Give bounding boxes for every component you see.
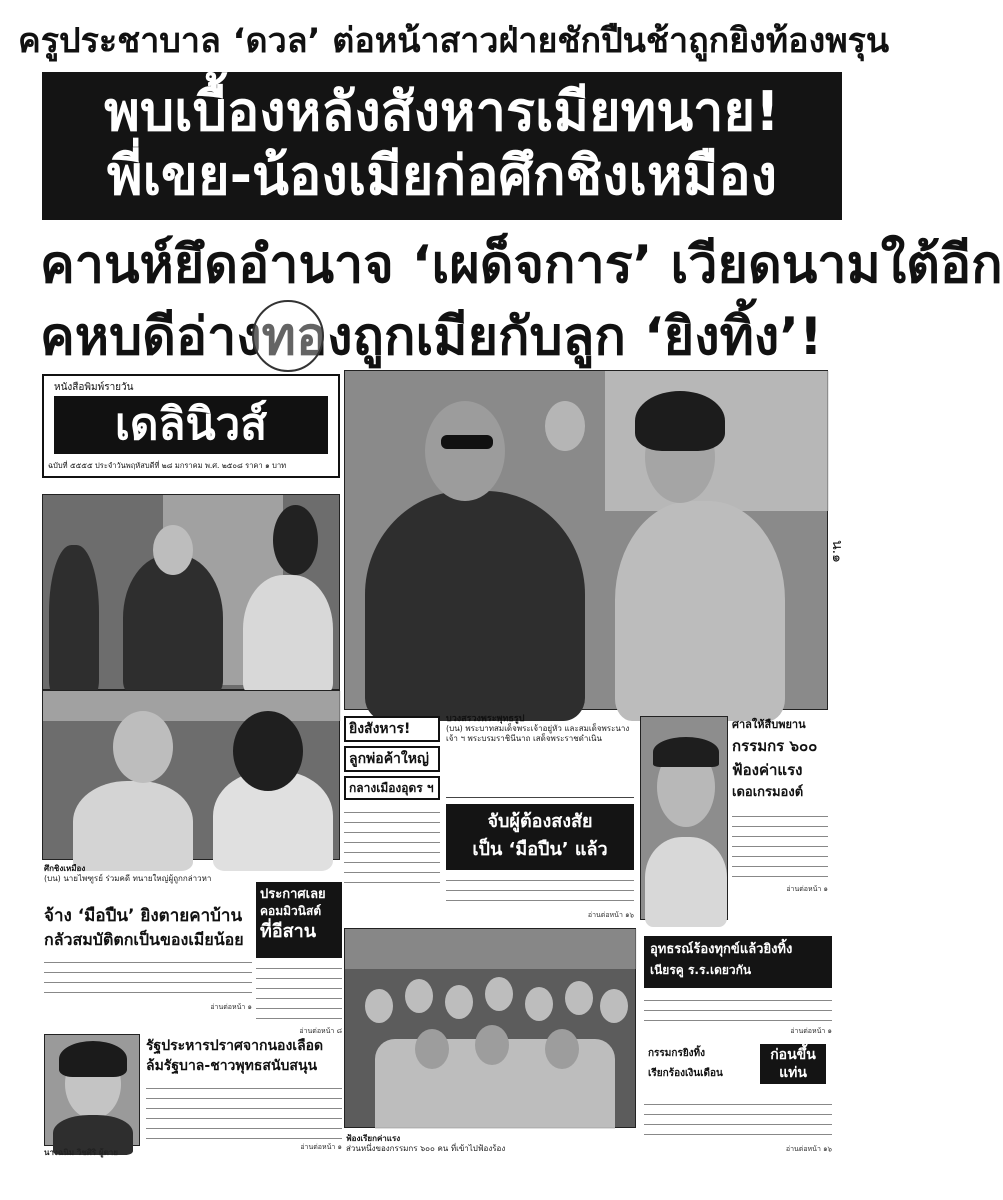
kill-headline-3: กลางเมืองอุดร ฯ	[344, 776, 440, 800]
announce-continue: อ่านต่อหน้า ๘	[299, 1027, 342, 1035]
court-headline-3: ฟ้องค่าแรง	[732, 761, 803, 779]
issue-line: ฉบับที่ ๕๕๕๕ ประจำวันพฤหัสบดีที่ ๒๘ มกราคม พ.ศ. ๒๕๐๘ ราคา ๑ บาท	[48, 461, 287, 470]
school-box	[644, 936, 832, 988]
side-mark: น.๑	[829, 540, 845, 563]
coup-headline-2: ล้มรัฐบาล-ชาวพุทธสนับสนุน	[146, 1058, 318, 1074]
suspect-text	[446, 874, 634, 908]
banner-line-1: พบเบื้องหลังสังหารเมียทนาย!	[104, 80, 780, 143]
announce-line-1: ประกาศเลย	[260, 887, 326, 902]
crowd-caption-head: ฟ้องเรียกค่าแรง	[346, 1134, 401, 1143]
court-continue: อ่านต่อหน้า ๑	[786, 885, 828, 893]
coup-continue: อ่านต่อหน้า ๑	[300, 1143, 342, 1151]
court-headline-1: ศาลให้สืบพยาน	[732, 718, 806, 731]
kill-headline-1: ยิงสังหาร!	[344, 716, 440, 742]
buddha-text: (บน) พระบาทสมเด็จพระเจ้าอยู่หัว และสมเด็จพระนางเจ้า ฯ พระบรมราชินีนาถ เสด็จพระราชดำเนิน	[446, 724, 630, 743]
coup-story	[146, 1036, 342, 1160]
hire-story	[44, 904, 252, 1030]
court-headline-2: กรรมกร ๖๐๐	[732, 737, 818, 755]
caption-left-head: ศึกชิงเหมือง	[44, 864, 86, 873]
teacher-continue: อ่านต่อหน้า ๑๖	[785, 1145, 832, 1153]
suspect-headline-2: เป็น ‘มือปืน’ แล้ว	[472, 839, 608, 860]
announce-line-3: ที่อีสาน	[260, 921, 317, 942]
royal-photo	[344, 370, 828, 710]
court-story	[732, 716, 828, 920]
buddha-headline: บวงสรวงพระพุทธรูป	[446, 714, 525, 724]
school-headline-2: เนียรคู ร.ร.เดยวกัน	[650, 963, 752, 977]
school-continue: อ่านต่อหน้า ๑	[790, 1027, 832, 1035]
headline-angthong: คหบดีอ่างทองถูกเมียกับลูก ‘ยิงทิ้ง’!	[40, 307, 823, 367]
announce-box	[256, 882, 342, 958]
hire-continue: อ่านต่อหน้า ๑	[210, 1003, 252, 1011]
teacher-flag: ก่อนขึ้นแท่น	[760, 1044, 826, 1084]
suspect-headline-1: จับผู้ต้องสงสัย	[487, 811, 593, 832]
coup-headline-1: รัฐประหารปราศจากนองเลือด	[146, 1038, 324, 1054]
announce-line-2: คอมมิวนิสต์	[260, 904, 322, 918]
teacher-item-1: กรรมกรยิงทิ้ง	[648, 1048, 706, 1059]
teacher-item-2: เรียกร้องเงินเดือน	[648, 1068, 723, 1079]
hire-headline-1: จ้าง ‘มือปืน’ ยิงตายคาบ้าน	[44, 906, 243, 926]
crowd-caption-text: ส่วนหนึ่งของกรรมกร ๖๐๐ คน ที่เข้าไปฟ้องร้อง	[346, 1144, 506, 1153]
buddha-story	[446, 714, 634, 798]
banner-headline	[42, 72, 842, 220]
teacher-box	[644, 1038, 832, 1094]
masthead-logo: เดลินิวส์	[54, 396, 328, 454]
caption-left-text: (บน) นายไพฑูรย์ ร่วมคดี ทนายใหญ่ผู้ถูกกล่าวหา	[44, 874, 212, 883]
suspect-box	[446, 804, 634, 870]
masthead-tagline: หนังสือพิมพ์รายวัน	[54, 382, 134, 393]
announce-text	[256, 962, 342, 1024]
worker-photo	[640, 716, 728, 920]
portrait-photo	[44, 1034, 140, 1146]
photo-men-seated	[42, 690, 340, 860]
headline-vietnam: คานห์ยึดอำนาจ ‘เผด็จการ’ เวียดนามใต้อีก	[40, 235, 1003, 295]
kill-headline-2: ลูกพ่อค้าใหญ่	[344, 746, 440, 772]
crowd-photo	[344, 928, 636, 1128]
suspect-continue: อ่านต่อหน้า ๑๖	[587, 911, 634, 919]
portrait-caption: นางฉนิม วิชศิริ ผู้ตาย	[44, 1148, 118, 1157]
teacher-text	[644, 1098, 832, 1142]
kicker-headline: ครูประชาบาล ‘ดวล’ ต่อหน้าสาวฝ่ายชักปืนช้าถูกยิงท้องพรุน	[18, 21, 890, 61]
kill-story	[344, 716, 440, 920]
library-stamp	[252, 300, 324, 372]
court-headline-4: เดอเกรมองต์	[732, 785, 804, 800]
photo-men-standing	[42, 494, 340, 690]
banner-line-2: พี่เขย-น้องเมียก่อศึกชิงเหมือง	[107, 144, 777, 207]
crowd-caption	[346, 1134, 636, 1158]
school-text	[644, 994, 832, 1024]
school-headline-1: อุทธรณ์ร้องทุกข์แล้วยิงทิ้ง	[650, 942, 793, 957]
masthead	[42, 374, 340, 478]
hire-headline-2: กลัวสมบัติตกเป็นของเมียน้อย	[44, 930, 244, 949]
